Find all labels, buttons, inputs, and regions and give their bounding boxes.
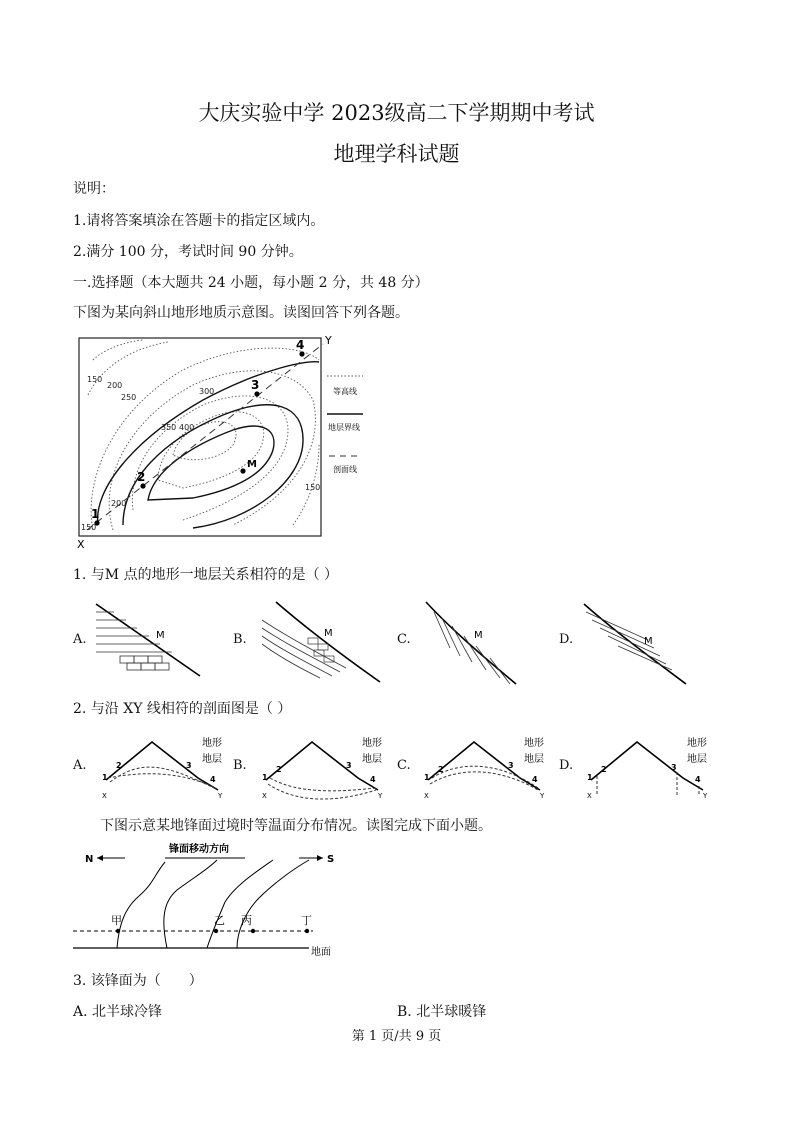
profile-num: 3 (186, 761, 192, 770)
profile-y: Y (218, 792, 223, 800)
q2-option-a[interactable]: A. (73, 758, 87, 773)
q1-option-b[interactable]: B. (233, 632, 247, 647)
profile-num: 1 (262, 773, 268, 782)
contour-label: 200 (107, 381, 123, 390)
section-heading: 一.选择题（本大题共 24 小题，每小题 2 分，共 48 分） (73, 275, 429, 291)
contour-label: 400 (179, 423, 195, 432)
contour-label: 150 (87, 375, 103, 384)
legend-profile: 剖面线 (333, 465, 357, 474)
profile-y: Y (378, 792, 383, 800)
front-point-labels (111, 914, 312, 927)
q2-profile-c (420, 732, 552, 802)
legend-terrain: 地形 (202, 738, 222, 749)
front-point-label: 乙 (214, 914, 225, 927)
contour-label: 250 (121, 393, 137, 402)
map-point-label: 3 (251, 378, 260, 392)
profile-y: Y (703, 792, 708, 800)
map-point-label: 1 (91, 507, 100, 521)
profile-num: 4 (695, 775, 701, 784)
q3-option-a[interactable]: A. 北半球冷锋 (73, 1004, 163, 1020)
q3-option-b[interactable]: B. 北半球暖锋 (397, 1004, 487, 1020)
profile-num: 4 (532, 775, 538, 784)
north-label: N (85, 854, 94, 865)
figure-m-label: M (474, 630, 483, 641)
isotherm-lines (117, 860, 309, 948)
q1-figure-a (92, 598, 204, 680)
legend-strata: 地层 (687, 754, 707, 765)
map-point-labels (91, 338, 304, 521)
map-point-label: M (247, 459, 257, 470)
profile-num: 1 (424, 773, 430, 782)
profile-num: 4 (370, 775, 376, 784)
figure-m-label: M (156, 630, 165, 641)
contour-label: 350 (161, 423, 177, 432)
figure-m-label: M (644, 636, 653, 647)
syncline-map (73, 330, 373, 552)
page-footer: 第 1 页/共 9 页 (351, 1029, 442, 1044)
legend-terrain: 地形 (687, 738, 707, 749)
profile-y: Y (540, 792, 545, 800)
q1-figure-c (420, 598, 520, 688)
q2-profile-b (258, 732, 390, 802)
front-intro: 下图示意某地锋面过境时等温面分布情况。读图完成下面小题。 (100, 818, 492, 834)
contour-label: 200 (111, 499, 127, 508)
instruction-item-1: 1.请将答案填涂在答题卡的指定区域内。 (73, 213, 325, 229)
profile-num: 2 (601, 765, 607, 774)
q2-profile-d (583, 732, 715, 802)
q1-option-c[interactable]: C. (397, 632, 411, 647)
profile-x: X (424, 792, 429, 800)
legend-strata: 地层 (202, 754, 222, 765)
q1-figure-b (256, 598, 384, 686)
profile-num: 3 (508, 761, 514, 770)
instructions-label: 说明： (73, 181, 115, 197)
q1-option-d[interactable]: D. (559, 632, 574, 647)
map-intro: 下图为某向斜山地形地质示意图。读图回答下列各题。 (73, 305, 409, 321)
south-label: S (327, 854, 335, 865)
map-point-label: 4 (296, 338, 305, 352)
profile-num: 1 (102, 773, 108, 782)
axis-end-label: Y (325, 334, 332, 347)
legend-terrain: 地形 (524, 738, 544, 749)
profile-num: 3 (346, 761, 352, 770)
profile-num: 2 (276, 765, 282, 774)
legend-strata: 地层 (362, 754, 382, 765)
legend-contour: 等高线 (333, 387, 357, 396)
q1-option-a[interactable]: A. (73, 632, 87, 647)
legend-stratum: 地层界线 (328, 423, 360, 432)
profile-num: 2 (438, 765, 444, 774)
profile-num: 3 (671, 763, 677, 772)
question-2: 2. 与沿 XY 线相符的剖面图是（ ） (73, 701, 292, 717)
exam-subtitle: 地理学科试题 (333, 142, 460, 166)
ground-label: 地面 (311, 947, 331, 958)
q1-figure-d (578, 598, 690, 688)
profile-num: 1 (587, 773, 593, 782)
map-point-label: 2 (137, 470, 146, 484)
profile-x: X (102, 792, 107, 800)
instruction-item-2: 2.满分 100 分，考试时间 90 分钟。 (73, 244, 303, 260)
map-contour-labels (81, 375, 320, 532)
profile-x: X (587, 792, 592, 800)
map-legend (327, 376, 363, 474)
axis-start-label: X (77, 538, 85, 551)
exam-title: 大庆实验中学 2023级高二下学期期中考试 (198, 101, 595, 125)
legend-strata: 地层 (524, 754, 544, 765)
front-direction-label: 锋面移动方向 (169, 844, 229, 855)
contour-label: 150 (81, 523, 97, 532)
contour-label: 150 (305, 483, 321, 492)
figure-m-label: M (324, 628, 333, 639)
q2-option-b[interactable]: B. (233, 758, 247, 773)
q2-profile-a (98, 732, 230, 802)
contour-label: 300 (199, 387, 215, 396)
front-point-label: 丁 (301, 914, 312, 927)
front-point-label: 丙 (241, 914, 252, 927)
legend-terrain: 地形 (362, 738, 382, 749)
profile-num: 4 (210, 775, 216, 784)
profile-num: 2 (116, 761, 122, 770)
front-point-label: 甲 (111, 914, 122, 927)
q2-option-d[interactable]: D. (559, 758, 574, 773)
q2-option-c[interactable]: C. (397, 758, 411, 773)
front-figure (73, 838, 363, 960)
question-3: 3. 该锋面为（ ） (73, 973, 203, 989)
question-1: 1. 与M 点的地形一地层关系相符的是（ ） (73, 567, 339, 583)
profile-x: X (262, 792, 267, 800)
